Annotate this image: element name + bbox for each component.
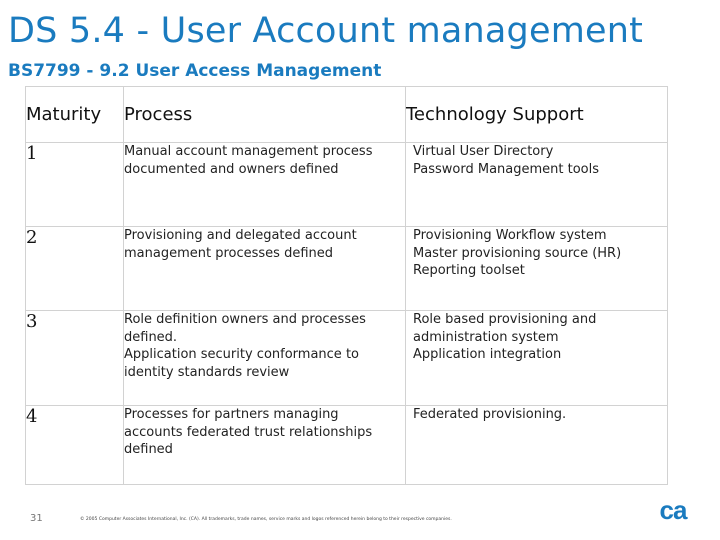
process-line: Role definition owners and processes [124,312,366,327]
process-line: management processes defined [124,245,334,261]
maturity-level: 1 [26,143,124,227]
header-maturity: Maturity [26,87,124,143]
process-line: identity standards review [124,364,290,380]
process-line: defined [124,442,173,457]
technology-cell [406,143,668,227]
header-process: Process [124,87,406,143]
slide-number: 31 [30,513,43,524]
technology-cell [406,311,668,406]
technology-line: Reporting toolset [413,263,525,278]
maturity-level: 4 [26,406,124,485]
technology-line: Provisioning Workflow system [413,228,607,243]
process-cell [124,227,406,311]
technology-line: Federated provisioning. [413,407,567,422]
technology-cell [406,227,668,311]
table-row [26,143,668,227]
technology-cell [406,406,668,485]
process-line: accounts federated trust relationships [124,424,373,440]
technology-line: Role based provisioning and [413,312,597,327]
maturity-table [25,86,668,485]
table-row [26,227,668,311]
technology-line: Application integration [413,347,562,362]
table-row [26,311,668,406]
process-cell [124,143,406,227]
process-line: documented and owners defined [124,161,339,177]
technology-line: Master provisioning source (HR) [413,245,622,261]
technology-line: Password Management tools [413,161,600,177]
table-header-row [26,87,668,143]
process-line: Application security conformance to [124,347,359,362]
process-cell [124,311,406,406]
header-technology-support: Technology Support [406,87,668,143]
ca-logo-text: ca [659,496,687,524]
process-line: defined. [124,329,178,345]
ca-logo [653,496,693,524]
technology-line: administration system [413,329,559,345]
maturity-level: 2 [26,227,124,311]
technology-line: Virtual User Directory [413,144,554,159]
process-line: Manual account management process [124,144,373,159]
slide-title: DS 5.4 - User Account management [8,11,644,51]
slide-subtitle: BS7799 - 9.2 User Access Management [8,61,382,81]
table-row [26,406,668,485]
process-line: Provisioning and delegated account [124,228,357,243]
footer-copyright: © 2005 Computer Associates International, Inc. (CA). All trademarks, trade names, service marks and logos referenced herein belong to their respective companies. [80,517,452,522]
maturity-level: 3 [26,311,124,406]
process-line: Processes for partners managing [124,407,339,422]
process-cell [124,406,406,485]
